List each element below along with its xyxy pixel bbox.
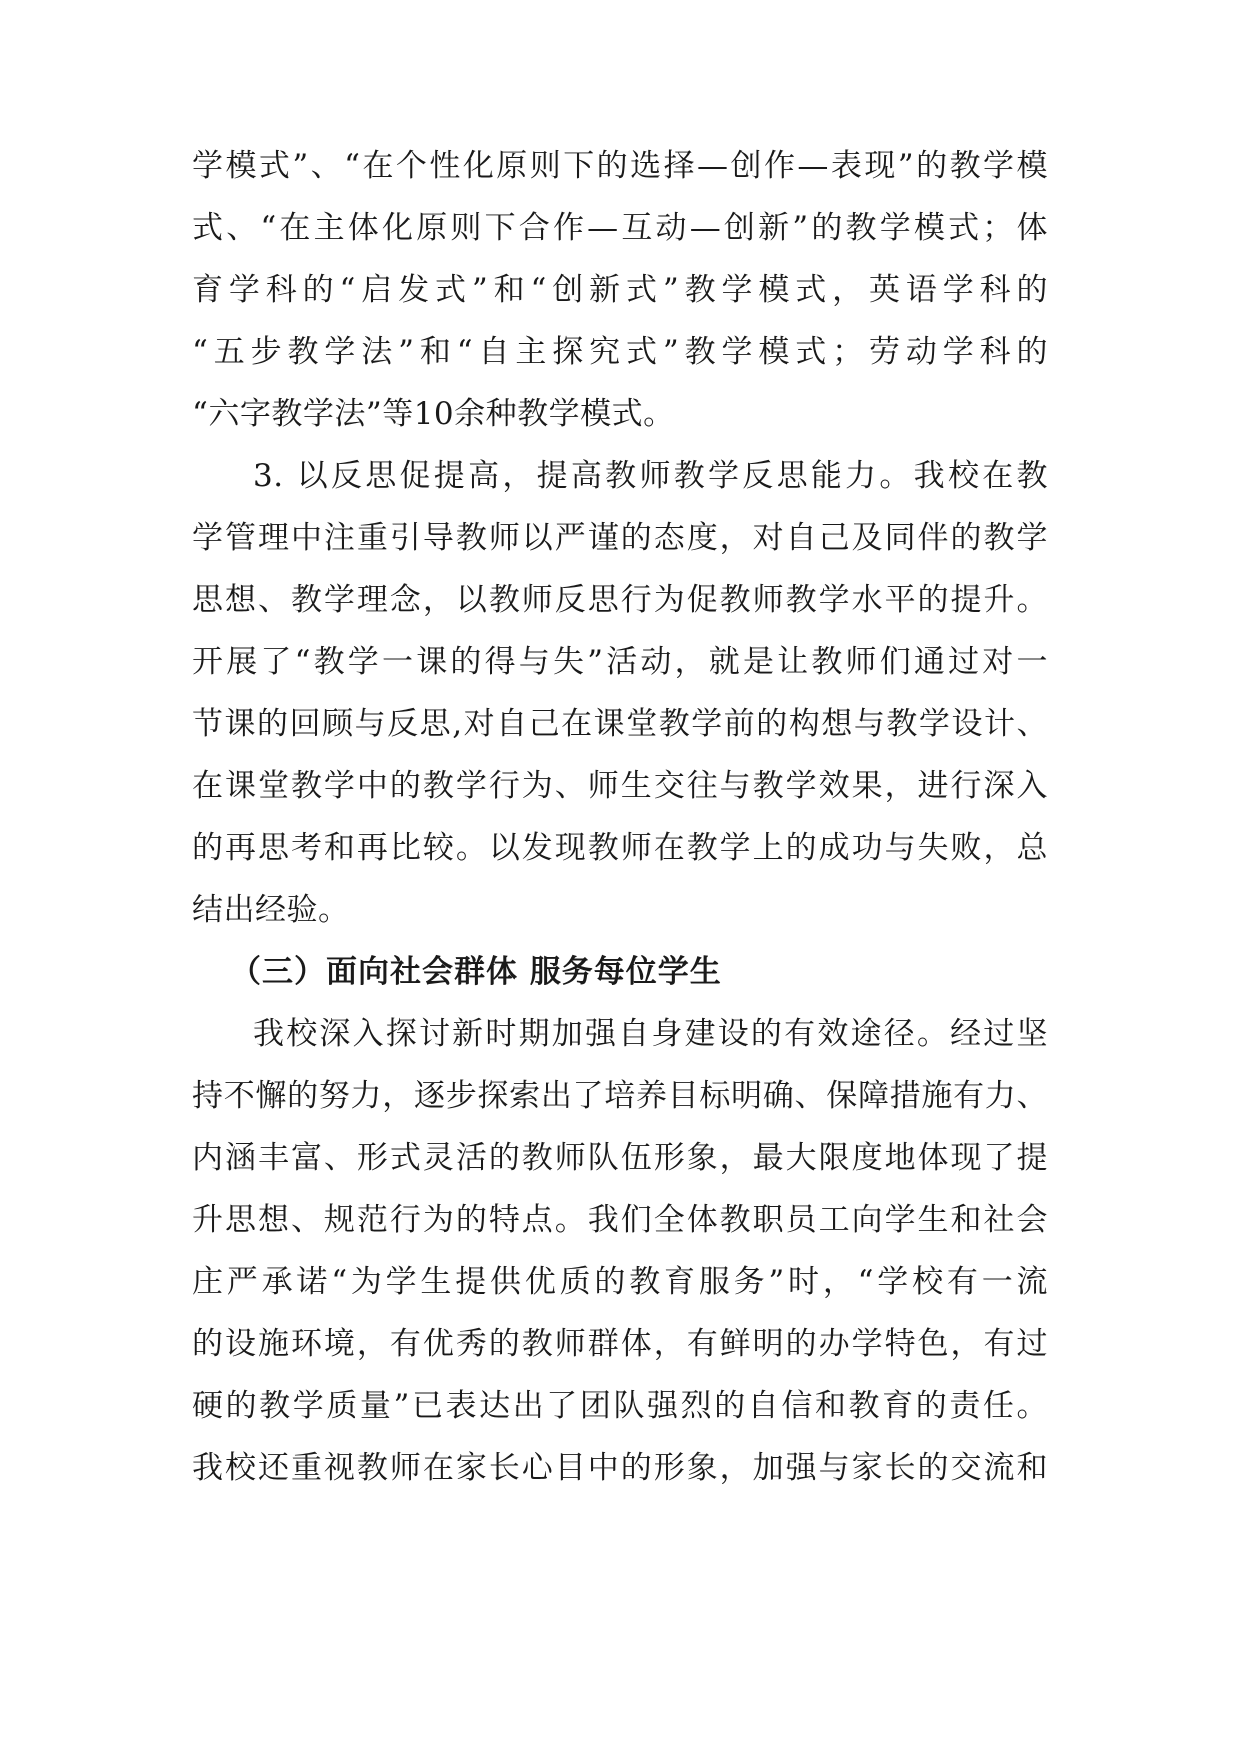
text-line: 的再思考和再比较。以发现教师在教学上的成功与失败，总 [192, 830, 1048, 866]
paragraph-start-line: 我校深入探讨新时期加强自身建设的有效途径。经过坚 [253, 1016, 1048, 1052]
text-line: 节课的回顾与反思,对自己在课堂教学前的构想与教学设计、 [192, 706, 1048, 742]
text-line: 育学科的“启发式”和“创新式”教学模式，英语学科的 [192, 272, 1048, 308]
text-line: 我校还重视教师在家长心目中的形象，加强与家长的交流和 [192, 1450, 1048, 1486]
text-line: 式、“在主体化原则下合作—互动—创新”的教学模式；体 [192, 210, 1048, 246]
text-line: 持不懈的努力，逐步探索出了培养目标明确、保障措施有力、 [192, 1078, 1048, 1114]
text-line: 升思想、规范行为的特点。我们全体教职员工向学生和社会 [192, 1202, 1048, 1238]
text-line: “五步教学法”和“自主探究式”教学模式；劳动学科的 [192, 334, 1048, 370]
text-line: 学模式”、“在个性化原则下的选择—创作—表现”的教学模 [192, 148, 1048, 184]
text-line: 开展了“教学一课的得与失”活动，就是让教师们通过对一 [192, 644, 1048, 680]
text-line: 思想、教学理念，以教师反思行为促教师教学水平的提升。 [192, 582, 1048, 618]
text-line: 内涵丰富、形式灵活的教师队伍形象，最大限度地体现了提 [192, 1140, 1048, 1176]
text-line: 硬的教学质量”已表达出了团队强烈的自信和教育的责任。 [192, 1388, 1048, 1424]
text-line: 结出经验。 [192, 892, 350, 928]
text-line: 在课堂教学中的教学行为、师生交往与教学效果，进行深入 [192, 768, 1048, 804]
section-heading: （三）面向社会群体 服务每位学生 [230, 954, 722, 990]
text-line: 学管理中注重引导教师以严谨的态度，对自己及同伴的教学 [192, 520, 1048, 556]
paragraph-start-line: 3. 以反思促提高，提高教师教学反思能力。我校在教 [253, 458, 1048, 494]
text-line: 的设施环境，有优秀的教师群体，有鲜明的办学特色，有过 [192, 1326, 1048, 1362]
text-line: 庄严承诺“为学生提供优质的教育服务”时，“学校有一流 [192, 1264, 1048, 1300]
text-line: “六字教学法”等10余种教学模式。 [192, 396, 675, 432]
